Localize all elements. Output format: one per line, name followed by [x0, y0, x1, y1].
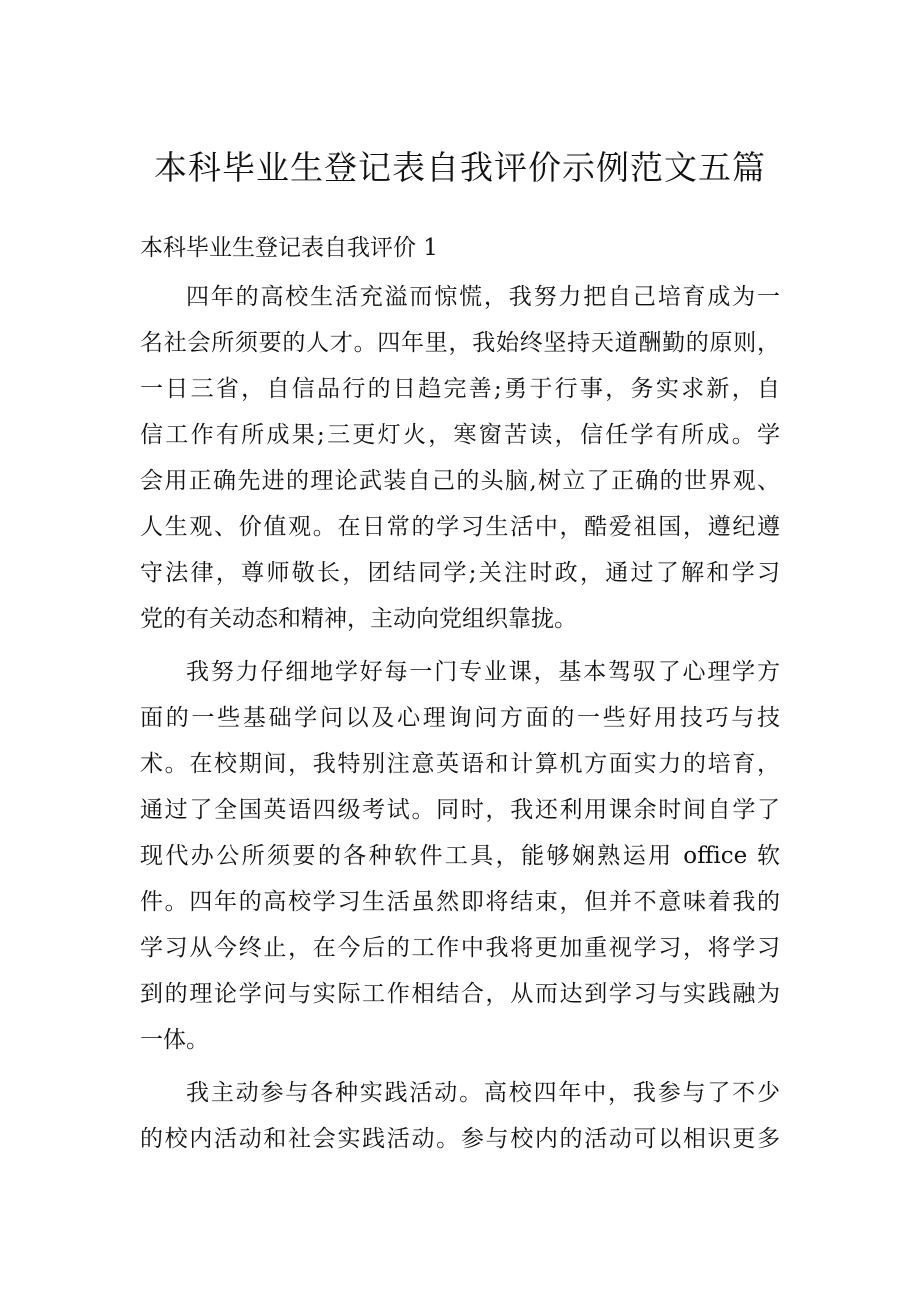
text-line: 的校内活动和社会实践活动。参与校内的活动可以相识更多	[140, 1126, 780, 1152]
text-line: 信工作有所成果;三更灯火，寒窗苦读，信任学有所成。学	[140, 422, 780, 448]
text-line: 件。四年的高校学习生活虽然即将结束，但并不意味着我的	[140, 889, 780, 915]
document-title: 本科毕业生登记表自我评价示例范文五篇	[154, 148, 766, 187]
text-line: 会用正确先进的理论武装自己的头脑,树立了正确的世界观、	[140, 468, 780, 494]
paragraph-2	[140, 649, 780, 1063]
section-heading: 本科毕业生登记表自我评价 1	[140, 235, 438, 261]
text-line: 一体。	[140, 1027, 209, 1053]
text-line: 通过了全国英语四级考试。同时，我还利用课余时间自学了	[140, 797, 780, 823]
text-line: 一日三省，自信品行的日趋完善;勇于行事，务实求新，自	[140, 376, 780, 402]
text-line: 学习从今终止，在今后的工作中我将更加重视学习，将学习	[140, 935, 780, 961]
text-line: 到的理论学问与实际工作相结合，从而达到学习与实践融为	[140, 981, 780, 1007]
text-line: 现代办公所须要的各种软件工具，能够娴熟运用 office 软	[140, 843, 780, 869]
text-line: 党的有关动态和精神，主动向党组织靠拢。	[140, 606, 577, 632]
text-line: 四年的高校生活充溢而惊慌，我努力把自己培育成为一	[186, 284, 780, 310]
text-line: 我主动参与各种实践活动。高校四年中，我参与了不少	[186, 1080, 780, 1106]
text-line: 我努力仔细地学好每一门专业课，基本驾驭了心理学方	[186, 659, 780, 685]
text-line: 人生观、价值观。在日常的学习生活中，酷爱祖国，遵纪遵	[140, 514, 780, 540]
paragraph-1	[140, 274, 780, 642]
text-line: 术。在校期间，我特别注意英语和计算机方面实力的培育，	[140, 751, 780, 777]
text-line: 守法律，尊师敬长，团结同学;关注时政，通过了解和学习	[140, 560, 780, 586]
text-line: 名社会所须要的人才。四年里，我始终坚持天道酬勤的原则，	[140, 330, 780, 356]
body-text	[140, 274, 780, 1169]
paragraph-3	[140, 1070, 780, 1162]
text-line: 面的一些基础学问以及心理询问方面的一些好用技巧与技	[140, 705, 780, 731]
